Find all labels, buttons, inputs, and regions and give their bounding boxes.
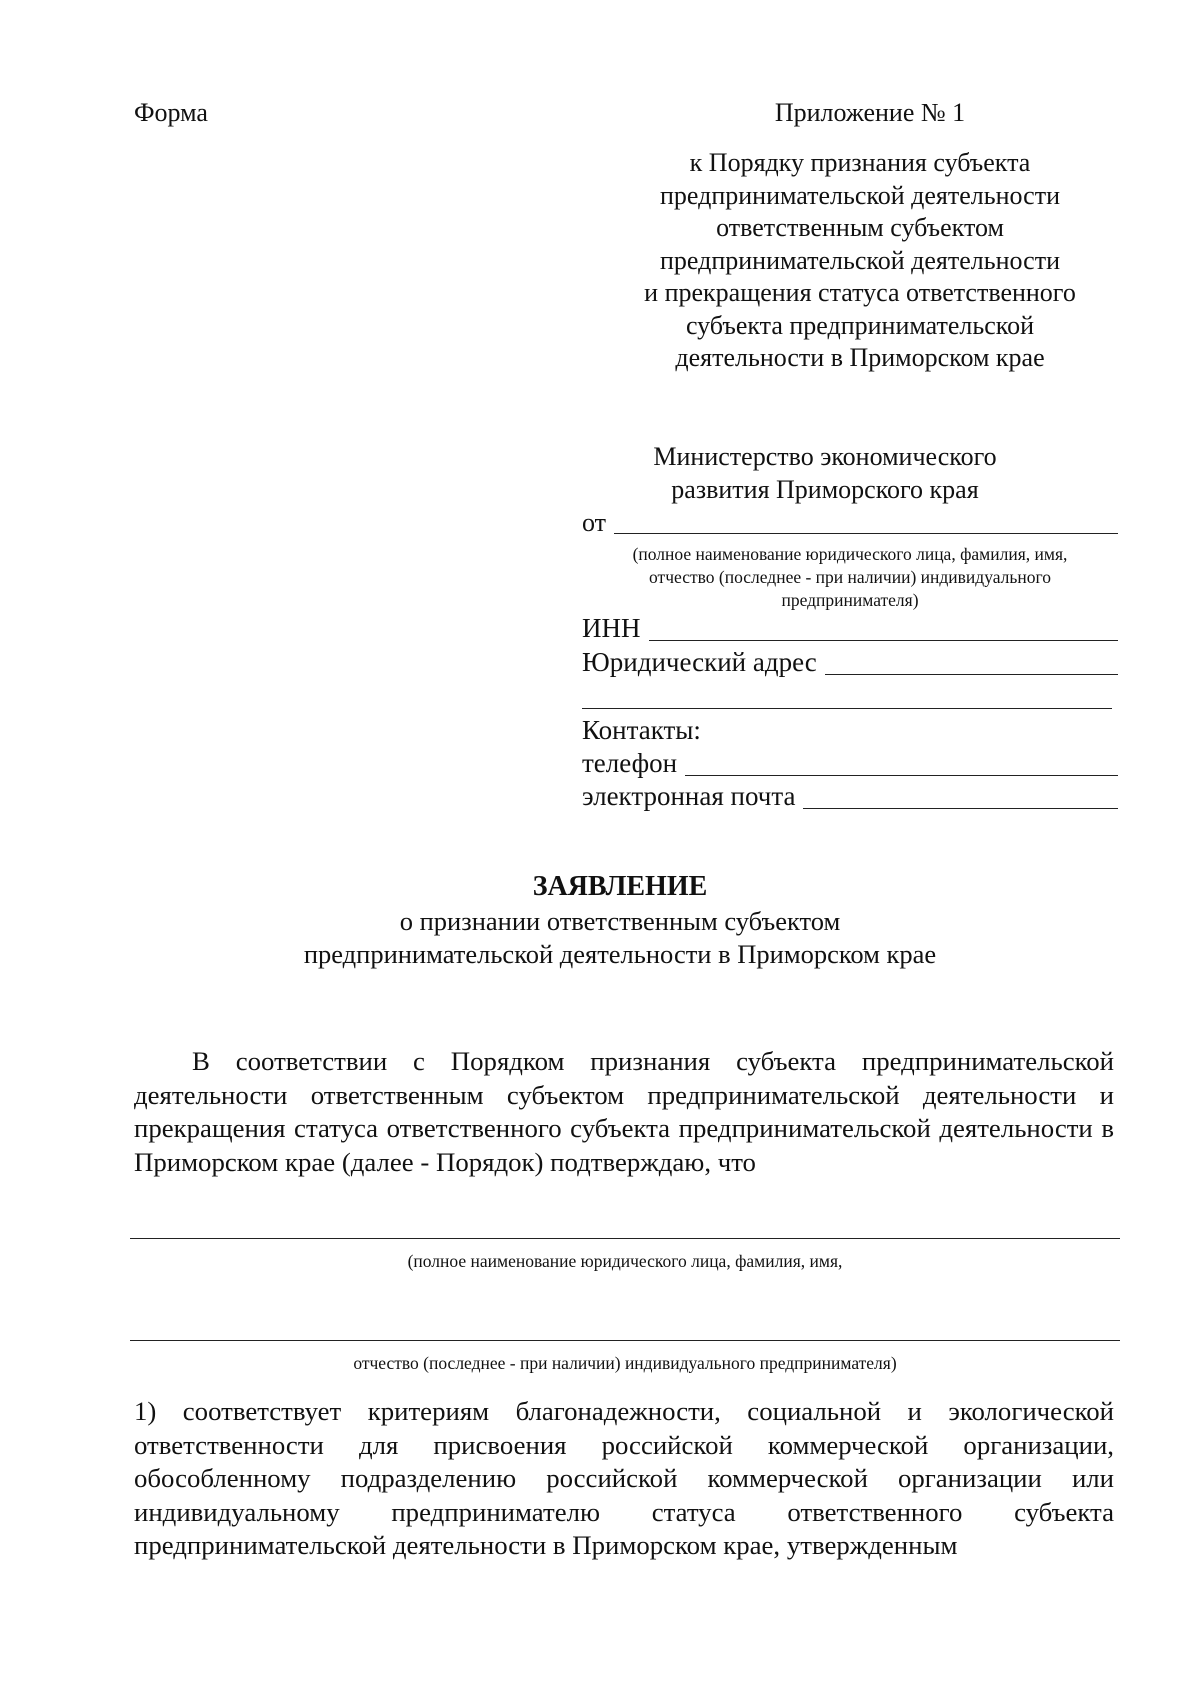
legal-address-input-line[interactable]	[825, 674, 1118, 675]
body-paragraph: В соответствии с Порядком признания субъекта предпринимательской деятельности ответственным субъектом предпринимательской деятельности и прекращения статуса ответственного субъекта предпринимательской деятельности в Приморском крае (далее - Порядок) подтверждаю, что	[134, 1046, 1114, 1177]
appendix-reference	[600, 147, 1120, 375]
legal-address-input-line-2[interactable]	[582, 708, 1112, 709]
phone-input-line[interactable]	[685, 775, 1118, 776]
subtitle-line: предпринимательской деятельности в Приморском крае	[303, 939, 937, 969]
appendix-line: деятельности в Приморском крае	[675, 343, 1045, 372]
criteria-paragraph: 1) соответствует критериям благонадежности, социальной и экологической ответственности для присвоения российской коммерческой организации, обособленному подразделению российской коммерческой организации или индивидуальному предпринимателю статуса ответственного субъекта предпринимательской деятельности в Приморском крае, утвержденным	[134, 1396, 1114, 1560]
applicant-name-input-line-2[interactable]	[130, 1340, 1120, 1341]
applicant-name-hint: (полное наименование юридического лица, фамилия, имя,	[407, 1251, 843, 1271]
appendix-line: предпринимательской деятельности	[660, 180, 1060, 210]
form-label: Форма	[134, 98, 208, 127]
inn-label: ИНН	[582, 613, 641, 643]
document-subtitle	[0, 905, 1200, 971]
from-field[interactable]	[582, 508, 1118, 538]
from-hint	[580, 543, 1120, 612]
appendix-line: к Порядку признания субъекта	[689, 148, 1031, 177]
phone-field[interactable]	[582, 747, 1118, 780]
email-input-line[interactable]	[803, 808, 1118, 809]
legal-address-label: Юридический адрес	[582, 647, 817, 677]
inn-field[interactable]	[582, 612, 1118, 645]
appendix-line: предпринимательской деятельности	[660, 245, 1060, 275]
appendix-line: ответственным субъектом	[716, 213, 1004, 242]
ministry-line: Министерство экономического	[653, 442, 997, 471]
ministry-line: развития Приморского края	[671, 475, 979, 504]
appendix-line: и прекращения статуса ответственного	[644, 278, 1076, 307]
applicant-name-hint-2: отчество (последнее - при наличии) индивидуального предпринимателя)	[353, 1353, 897, 1373]
phone-label: телефон	[582, 748, 678, 778]
email-field[interactable]	[582, 780, 1118, 813]
appendix-line: субъекта предпринимательской	[685, 310, 1035, 340]
inn-input-line[interactable]	[649, 640, 1119, 641]
from-hint-line: предпринимателя)	[781, 590, 919, 610]
from-label: от	[582, 508, 607, 537]
from-hint-line: отчество (последнее - при наличии) индивидуального	[649, 567, 1051, 587]
legal-address-field[interactable]	[582, 646, 1118, 679]
from-hint-line: (полное наименование юридического лица, фамилия, имя,	[632, 544, 1068, 564]
contacts-label: Контакты:	[582, 715, 701, 745]
ministry-addressee	[620, 440, 1030, 506]
email-label: электронная почта	[582, 781, 796, 811]
appendix-title: Приложение № 1	[774, 98, 966, 127]
subtitle-line: о признании ответственным субъектом	[399, 906, 841, 936]
applicant-name-input-line[interactable]	[130, 1238, 1120, 1239]
document-title: ЗАЯВЛЕНИЕ	[532, 871, 708, 902]
from-input-line[interactable]	[614, 533, 1118, 534]
